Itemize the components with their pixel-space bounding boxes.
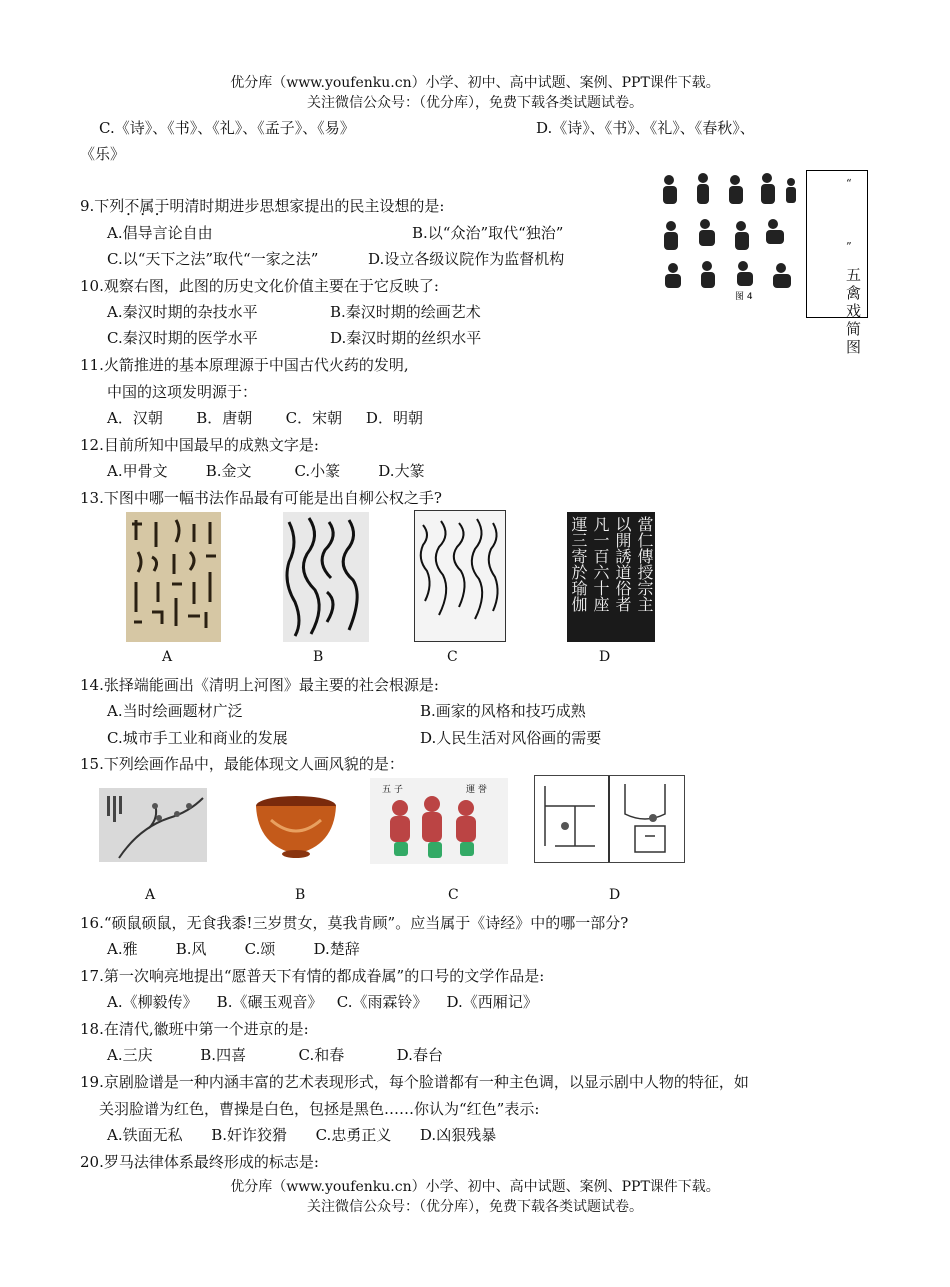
calligraphy-c (414, 510, 506, 642)
painting-a-drawing (99, 788, 207, 862)
q9-option-c: C.以“天下之法”取代“一家之法” (107, 250, 319, 268)
q13-stem: 13.下图中哪一幅书法作品最有可能是出自柳公权之手? (80, 489, 442, 507)
q18-stem: 18.在清代,徽班中第一个进京的是: (80, 1020, 309, 1038)
q14-option-c: C.城市手工业和商业的发展 (107, 729, 288, 747)
q9-option-a: A.倡导言论自由 (107, 224, 213, 242)
q17-options: A.《柳毅传》 B.《碾玉观音》 C.《雨霖铃》 D.《西厢记》 (107, 993, 538, 1011)
caption-quote-open: “ (846, 177, 852, 190)
q19-options: A.铁面无私 B.奸诈狡猾 C.忠勇正义 D.凶狠残暴 (107, 1126, 497, 1144)
q10-stem: 10.观察右图，此图的历史文化价值主要在于它反映了: (80, 277, 439, 295)
painting-b-drawing (251, 790, 341, 860)
q8-option-d: D.《诗》、《书》、《礼》、《春秋》、 (536, 119, 755, 137)
caption-char-2: 禽 (846, 284, 862, 302)
q10-option-a: A.秦汉时期的杂技水平 (107, 303, 258, 321)
q14-option-b: B.画家的风格和技巧成熟 (420, 702, 586, 720)
calligraphy-d-col-1: 當仁傳授宗主 (635, 516, 654, 612)
header-line-1: 优分库（www.youfenku.cn）小学、初中、高中试题、案例、PPT课件下载。 (230, 75, 720, 91)
figure-4-label: 图 4 (735, 292, 753, 301)
q15-label-c: C (448, 887, 459, 903)
painting-c-drawing (370, 778, 508, 864)
painting-c-title-left: 五 子 (382, 785, 403, 795)
q18-options: A.三庆 B.四喜 C.和春 D.春台 (107, 1046, 443, 1064)
q15-label-d: D (609, 887, 621, 903)
header-line-2: 关注微信公众号：（优分库），免费下载各类试题试卷。 (307, 95, 643, 111)
q16-stem: 16.“硕鼠硕鼠，无食我黍!三岁贯女，莫我肯顾”。应当属于《诗经》中的哪一部分? (80, 914, 629, 932)
q13-label-b: B (313, 649, 324, 665)
caption-char-1: 五 (846, 266, 862, 284)
q12-stem: 12.目前所知中国最早的成熟文字是: (80, 436, 319, 454)
painting-c-title-right: 運 誉 (466, 785, 487, 795)
q10-option-d: D.秦汉时期的丝织水平 (330, 329, 482, 347)
caption-char-3: 戏 (846, 302, 862, 320)
calligraphy-a-strokes (126, 512, 221, 642)
painting-c-children-print (370, 778, 508, 864)
q10-option-c: C.秦汉时期的医学水平 (107, 329, 258, 347)
q16-options: A.雅 B.风 C.颂 D.楚辞 (107, 940, 360, 958)
calligraphy-d-col-3: 凡一百六十座 (591, 516, 610, 612)
q9-stem-b: 明清时期进步思想家提出的民主设想的是: (169, 197, 445, 215)
wuqinxi-figure-drawing (655, 168, 802, 301)
q15-stem: 15.下列绘画作品中，最能体现文人画风貌的是： (80, 755, 404, 773)
q12-options: A.甲骨文 B.金文 C.小篆 D.大篆 (107, 462, 425, 480)
q10-option-b: B.秦汉时期的绘画艺术 (330, 303, 481, 321)
caption-char-5: 图 (846, 338, 862, 356)
calligraphy-d (567, 512, 655, 642)
calligraphy-a (126, 512, 221, 642)
calligraphy-d-col-4: 運三寄於瑜伽 (569, 516, 588, 612)
wuqinxi-figure (655, 168, 802, 301)
q13-label-a: A (162, 649, 173, 665)
painting-b-bowl (251, 790, 341, 860)
calligraphy-d-columns (567, 512, 655, 642)
q11-options: A．汉朝 B．唐朝 C．宋朝 D．明朝 (107, 409, 423, 427)
q15-label-b: B (295, 887, 306, 903)
q19-stem: 19.京剧脸谱是一种内涵丰富的艺术表现形式，每个脸谱都有一种主色调，以显示剧中人物的特征，如 (80, 1073, 749, 1091)
q11-stem: 11.火箭推进的基本原理源于中国古代火药的发明, (80, 356, 409, 374)
q13-label-c: C (447, 649, 458, 665)
q13-label-d: D (599, 649, 611, 665)
q14-option-a: A.当时绘画题材广泛 (107, 702, 243, 720)
painting-a-plum-blossom (99, 788, 207, 862)
q9-stem (80, 195, 444, 216)
calligraphy-c-strokes (415, 511, 505, 641)
q9-option-b: B.以“众治”取代“独治” (412, 224, 564, 242)
q8-option-c: C.《诗》、《书》、《礼》、《孟子》、《易》 (99, 119, 355, 137)
calligraphy-d-col-2: 以開誘道俗者 (613, 516, 632, 612)
calligraphy-b (283, 512, 369, 642)
caption-quote-close: ” (846, 240, 852, 253)
calligraphy-b-strokes (283, 512, 369, 642)
q11-stem-2: 中国的这项发明源于： (107, 383, 258, 401)
q14-option-d: D.人民生活对风俗画的需要 (420, 729, 602, 747)
footer-line-1: 优分库（www.youfenku.cn）小学、初中、高中试题、案例、PPT课件下载。 (230, 1179, 720, 1195)
footer-line-2: 关注微信公众号：（优分库），免费下载各类试题试卷。 (307, 1199, 643, 1215)
wuqinxi-caption (846, 266, 862, 356)
painting-d-woodblock (534, 775, 685, 863)
q9-stem-emphasis: 不属于 • • • (124, 197, 169, 215)
q14-stem: 14.张择端能画出《清明上河图》最主要的社会根源是: (80, 676, 439, 694)
q9-option-d: D.设立各级议院作为监督机构 (368, 250, 565, 268)
q8-option-d-cont: 《乐》 (80, 145, 126, 163)
q17-stem: 17.第一次响亮地提出“愿普天下有情的都成眷属”的口号的文学作品是: (80, 967, 545, 985)
q9-stem-a: 9.下列 (80, 197, 125, 215)
caption-char-4: 简 (846, 320, 862, 338)
q15-label-a: A (145, 887, 156, 903)
painting-d-drawing (535, 776, 684, 862)
q20-stem: 20.罗马法律体系最终形成的标志是: (80, 1153, 319, 1171)
q19-stem-2: 关羽脸谱为红色，曹操是白色，包拯是黑色……你认为“红色”表示: (99, 1100, 540, 1118)
